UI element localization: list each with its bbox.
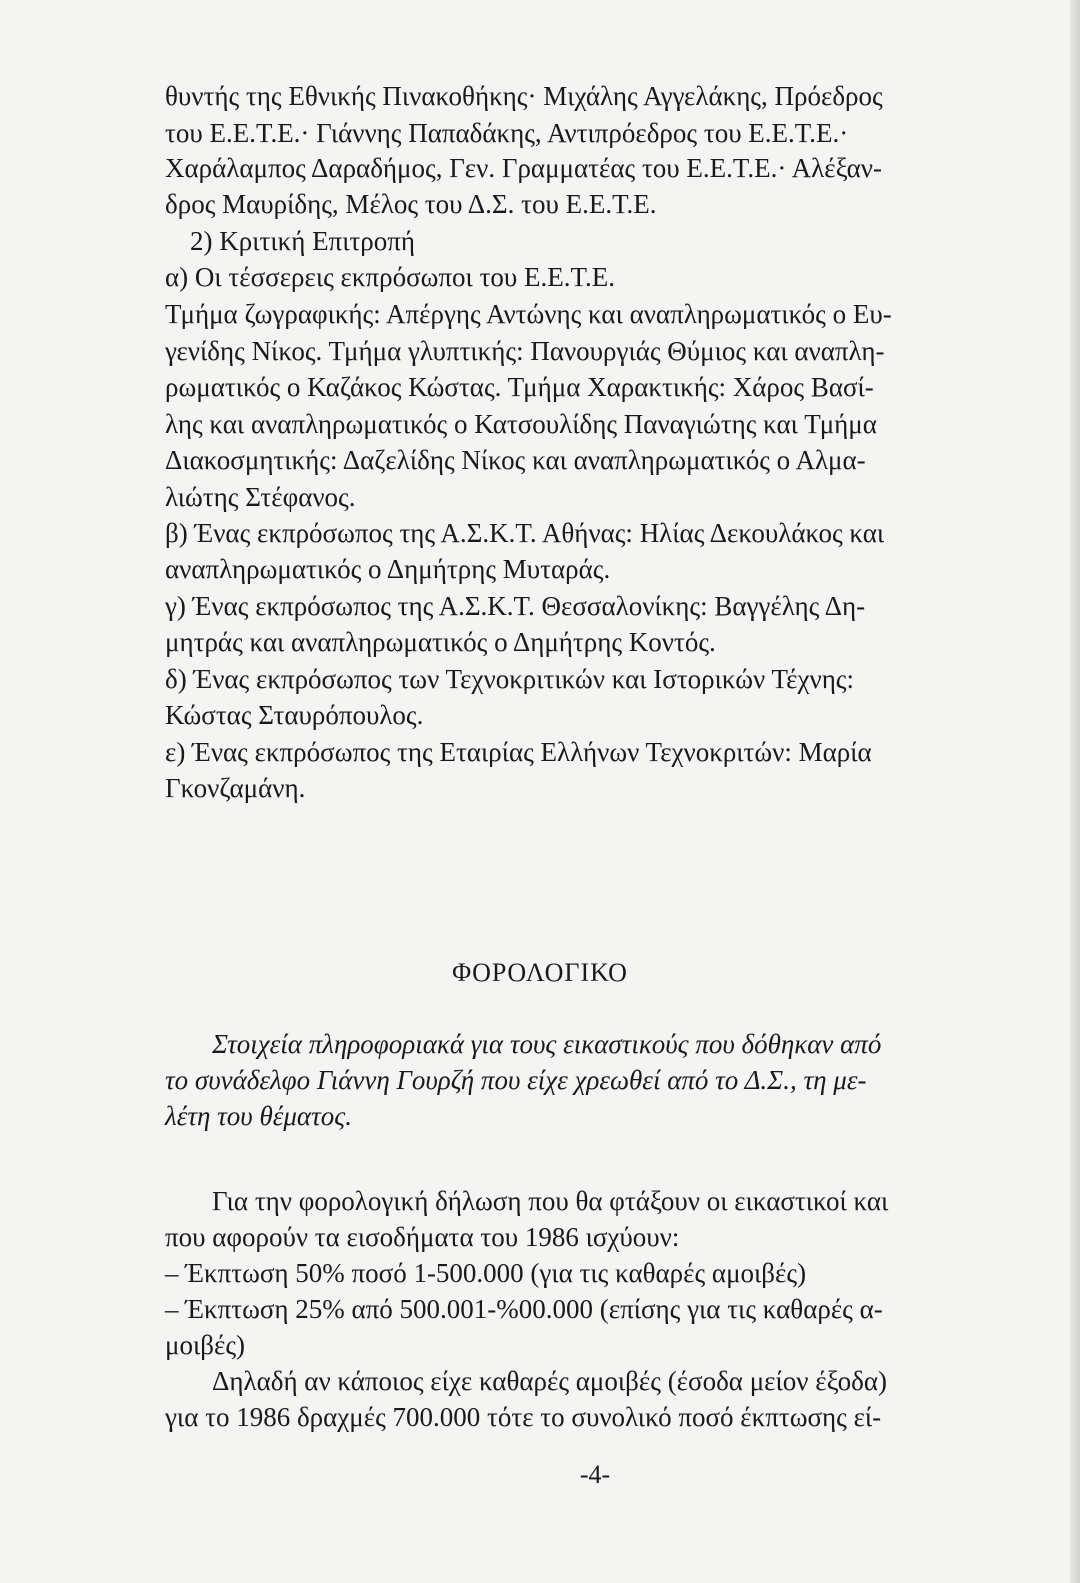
- text-line: Κώστας Σταυρόπουλος.: [165, 700, 424, 730]
- page-edge: [1070, 0, 1080, 1583]
- body-line: – Έκπτωση 50% ποσό 1-500.000 (για τις καθαρές αμοιβές): [165, 1258, 807, 1288]
- text-line: Τμήμα ζωγραφικής: Απέργης Αντώνης και αναπληρωματικός ο Ευ-: [165, 299, 892, 329]
- body-line: για το 1986 δραχμές 700.000 τότε το συνολικό ποσό έκπτωσης εί-: [165, 1402, 882, 1432]
- text-line: δρος Μαυρίδης, Μέλος του Δ.Σ. του Ε.Ε.Τ.Ε.: [165, 189, 657, 219]
- page-number: -4-: [579, 1460, 611, 1489]
- text-line: γ) Ένας εκπρόσωπος της Α.Σ.Κ.Τ. Θεσσαλονίκης: Βαγγέλης Δη-: [165, 591, 866, 621]
- text-line: του Ε.Ε.Τ.Ε.· Γιάννης Παπαδάκης, Αντιπρόεδρος του Ε.Ε.Τ.Ε.·: [165, 118, 849, 148]
- text-line: ε) Ένας εκπρόσωπος της Εταιρίας Ελλήνων Τεχνοκριτών: Μαρία: [165, 737, 872, 767]
- text-line: β) Ένας εκπρόσωπος της Α.Σ.Κ.Τ. Αθήνας: Ηλίας Δεκουλάκος και: [165, 518, 885, 548]
- body-line: – Έκπτωση 25% από 500.001-%00.000 (επίσης για τις καθαρές α-: [165, 1294, 883, 1324]
- intro-line: το συνάδελφο Γιάννη Γουρζή που είχε χρεωθεί από το Δ.Σ., τη με-: [165, 1065, 867, 1095]
- text-line: Διακοσμητικής: Δαζελίδης Νίκος και αναπληρωματικός ο Αλμα-: [165, 445, 866, 475]
- text-line: λης και αναπληρωματικός ο Κατσουλίδης Παναγιώτης και Τμήμα: [165, 409, 877, 439]
- body-line: που αφορούν τα εισοδήματα του 1986 ισχύουν:: [165, 1222, 680, 1252]
- text-line: λιώτης Στέφανος.: [165, 482, 356, 512]
- body-line: μοιβές): [165, 1330, 245, 1360]
- body-line: Δηλαδή αν κάποιος είχε καθαρές αμοιβές (έσοδα μείον έξοδα): [212, 1366, 887, 1396]
- intro-line: λέτη του θέματος.: [165, 1101, 352, 1131]
- text-line: γενίδης Νίκος. Τμήμα γλυπτικής: Πανουργιάς Θύμιος και αναπλη-: [165, 336, 885, 366]
- text-line: α) Οι τέσσερεις εκπρόσωποι του Ε.Ε.Τ.Ε.: [165, 262, 616, 292]
- text-line: μητράς και αναπληρωματικός ο Δημήτρης Κοντός.: [165, 627, 716, 657]
- text-line: θυντής της Εθνικής Πινακοθήκης· Μιχάλης Αγγελάκης, Πρόεδρος: [165, 81, 883, 111]
- text-line: Χαράλαμπος Δαραδήμος, Γεν. Γραμματέας του Ε.Ε.Τ.Ε.· Αλέξαν-: [165, 153, 882, 183]
- section-heading: ΦΟΡΟΛΟΓΙΚΟ: [452, 958, 628, 987]
- text-line: 2) Κριτική Επιτροπή: [190, 226, 416, 256]
- body-line: Για την φορολογική δήλωση που θα φτάξουν οι εικαστικοί και: [212, 1186, 889, 1216]
- text-line: δ) Ένας εκπρόσωπος των Τεχνοκριτικών και Ιστορικών Τέχνης:: [165, 664, 855, 694]
- text-line: Γκονζαμάνη.: [165, 773, 306, 803]
- text-line: ρωματικός ο Καζάκος Κώστας. Τμήμα Χαρακτικής: Χάρος Βασί-: [165, 372, 874, 402]
- text-line: αναπληρωματικός ο Δημήτρης Μυταράς.: [165, 554, 611, 584]
- intro-line: Στοιχεία πληροφοριακά για τους εικαστικούς που δόθηκαν από: [212, 1029, 882, 1059]
